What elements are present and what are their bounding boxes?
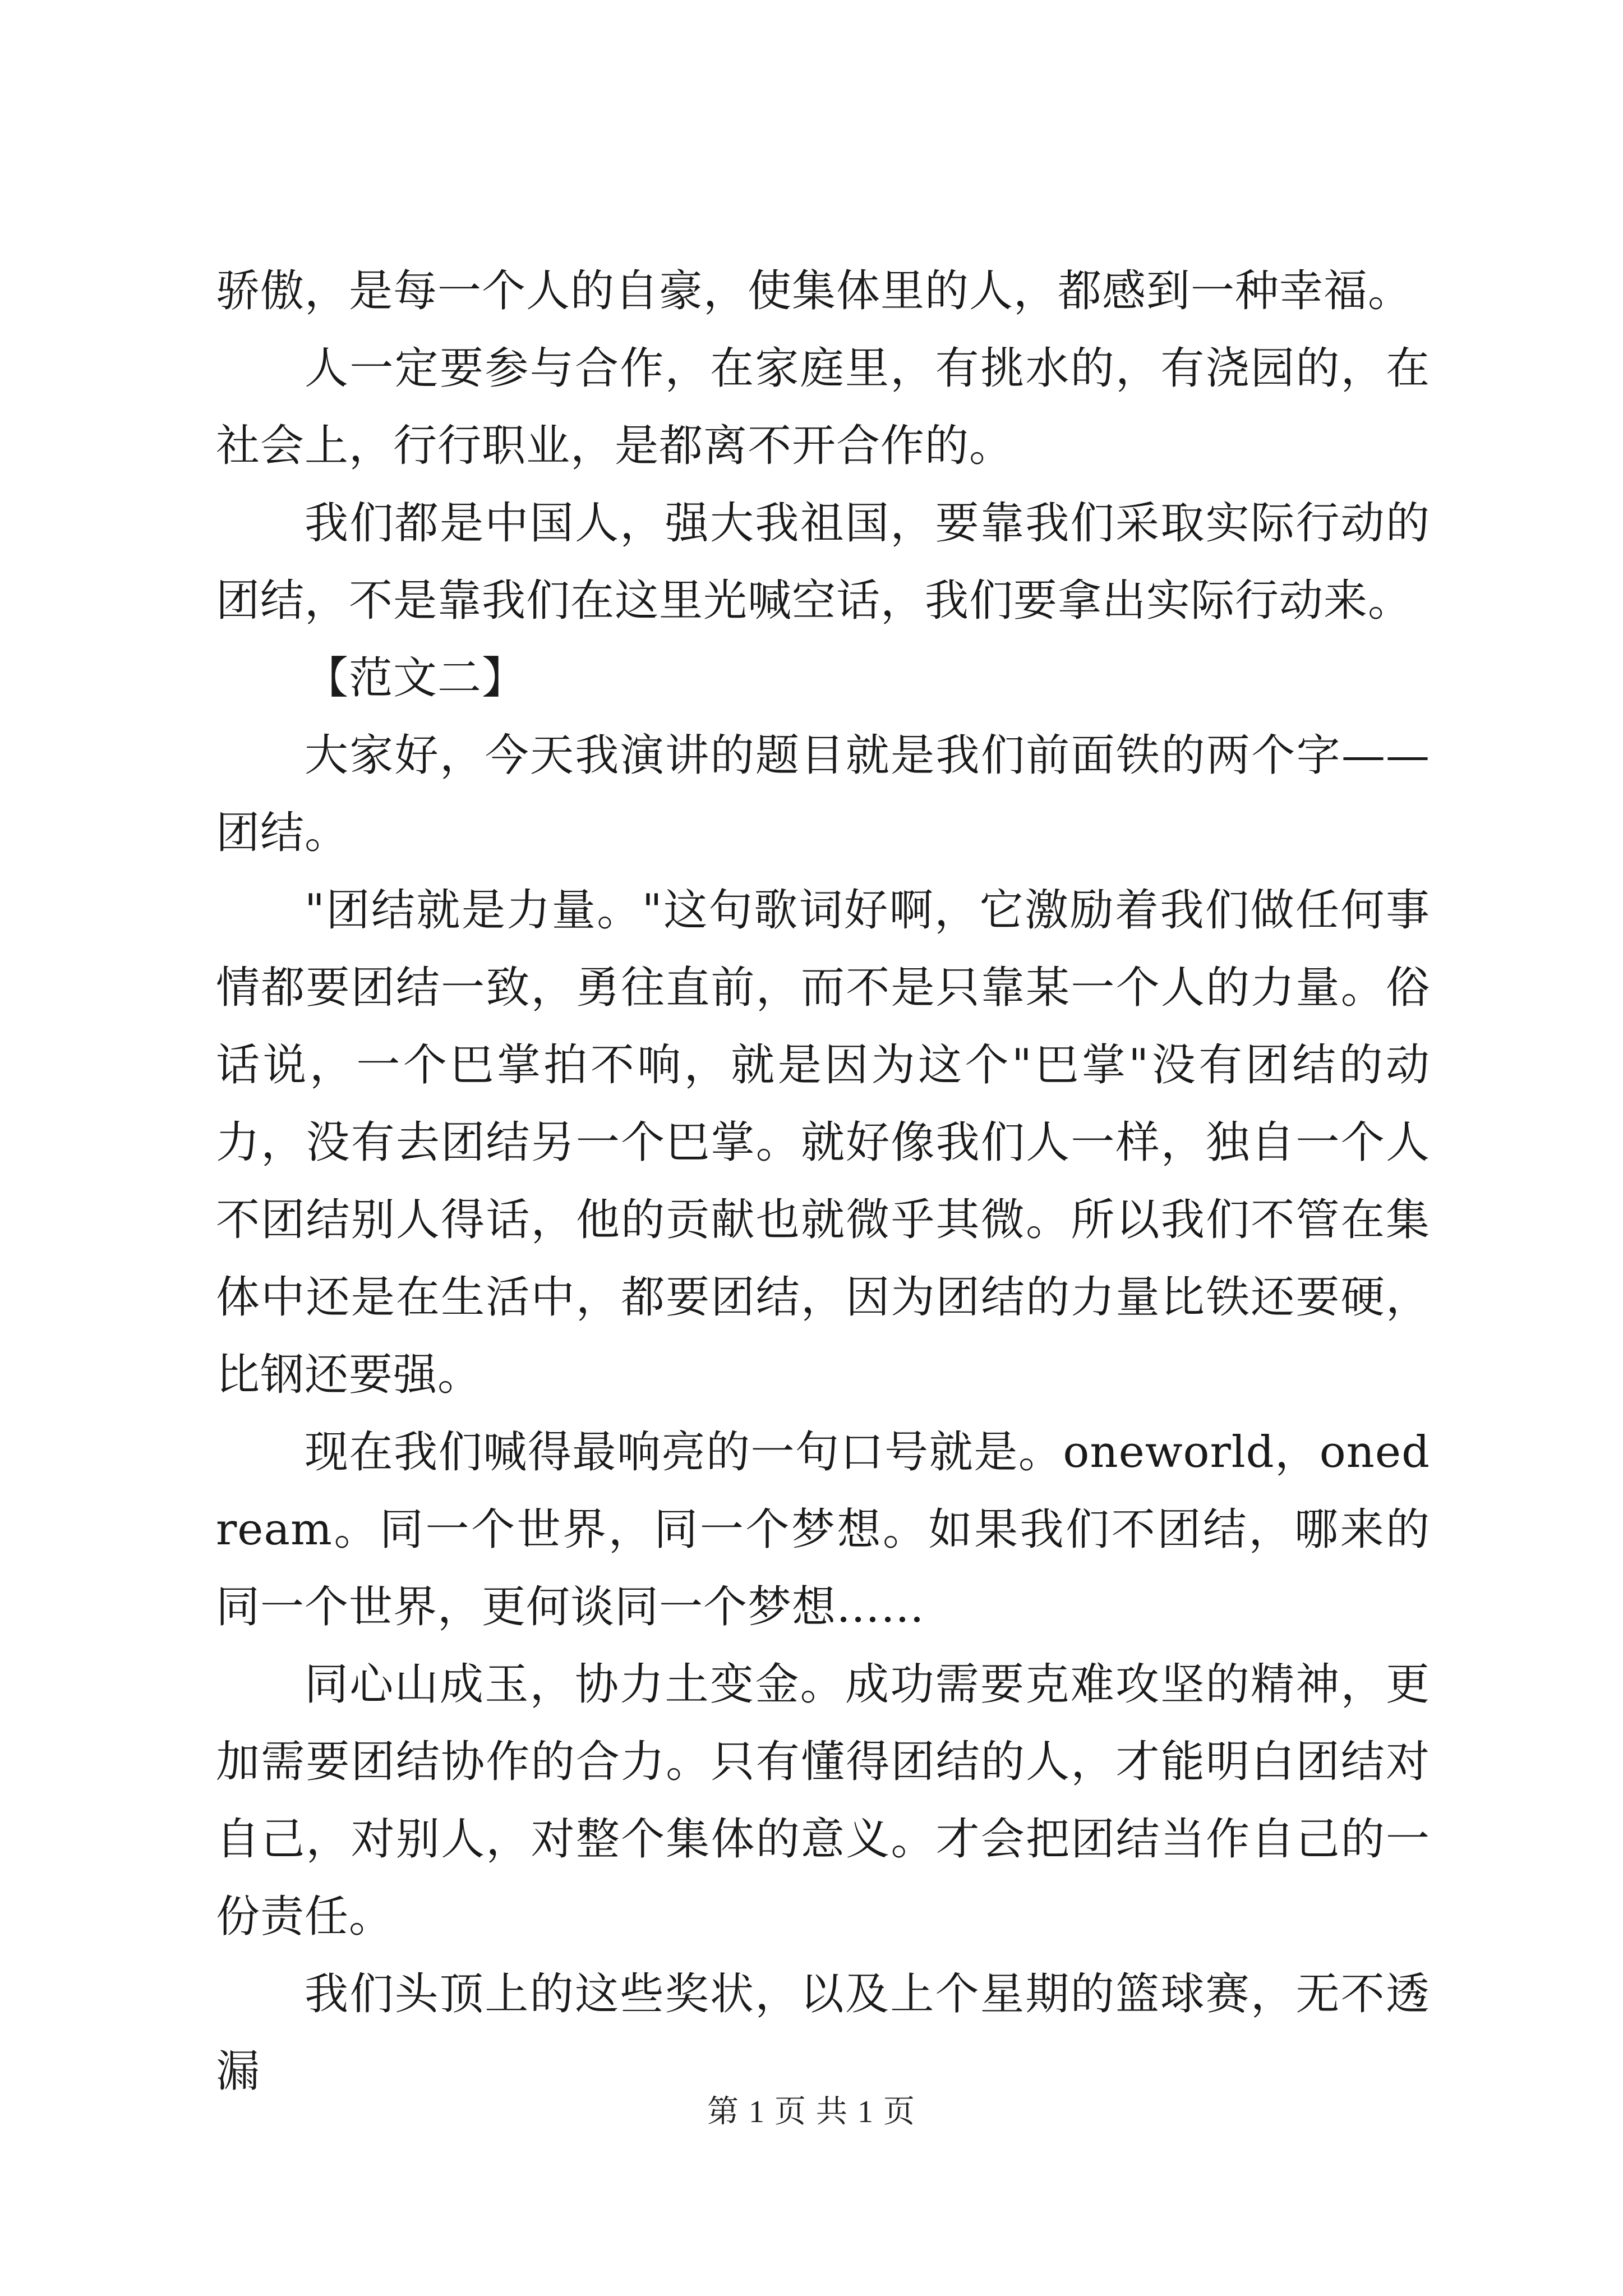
paragraph: 人一定要参与合作，在家庭里，有挑水的，有浇园的，在社会上，行行职业，是都离不开合作的。 xyxy=(216,343,1430,471)
paragraph: 我们头顶上的这些奖状，以及上个星期的篮球赛，无不透漏 xyxy=(216,1969,1430,2097)
paragraph: 现在我们喊得最响亮的一句口号就是。oneworld，onedream。同一个世界，同一个梦想。如果我们不团结，哪来的同一个世界，更何谈同一个梦想…… xyxy=(216,1427,1430,1632)
page-footer: 第 1 页 共 1 页 xyxy=(707,2095,916,2129)
paragraph: 我们都是中国人，强大我祖国，要靠我们采取实际行动的团结，不是靠我们在这里光喊空话，我们要拿出实际行动来。 xyxy=(216,498,1430,626)
paragraph: "团结就是力量。"这句歌词好啊，它激励着我们做任何事情都要团结一致，勇往直前，而不是只靠某一个人的力量。俗话说，一个巴掌拍不响，就是因为这个"巴掌"没有团结的动力，没有去团结另一个巴掌。就好像我们人一样，独自一个人不团结别人得话，他的贡献也就微乎其微。所以我们不管在集体中还是在生活中，都要团结，因为团结的力量比铁还要硬，比钢还要强。 xyxy=(216,885,1430,1400)
paragraph: 大家好，今天我演讲的题目就是我们前面铁的两个字——团结。 xyxy=(216,730,1430,858)
section-heading: 【范文二】 xyxy=(305,653,527,703)
document-body xyxy=(216,252,1430,2110)
paragraph: 同心山成玉，协力土变金。成功需要克难攻坚的精神，更加需要团结协作的合力。只有懂得团结的人，才能明白团结对自己，对别人，对整个集体的意义。才会把团结当作自己的一份责任。 xyxy=(216,1659,1430,1942)
paragraph: 骄傲，是每一个人的自豪，使集体里的人，都感到一种幸福。 xyxy=(216,266,1413,316)
